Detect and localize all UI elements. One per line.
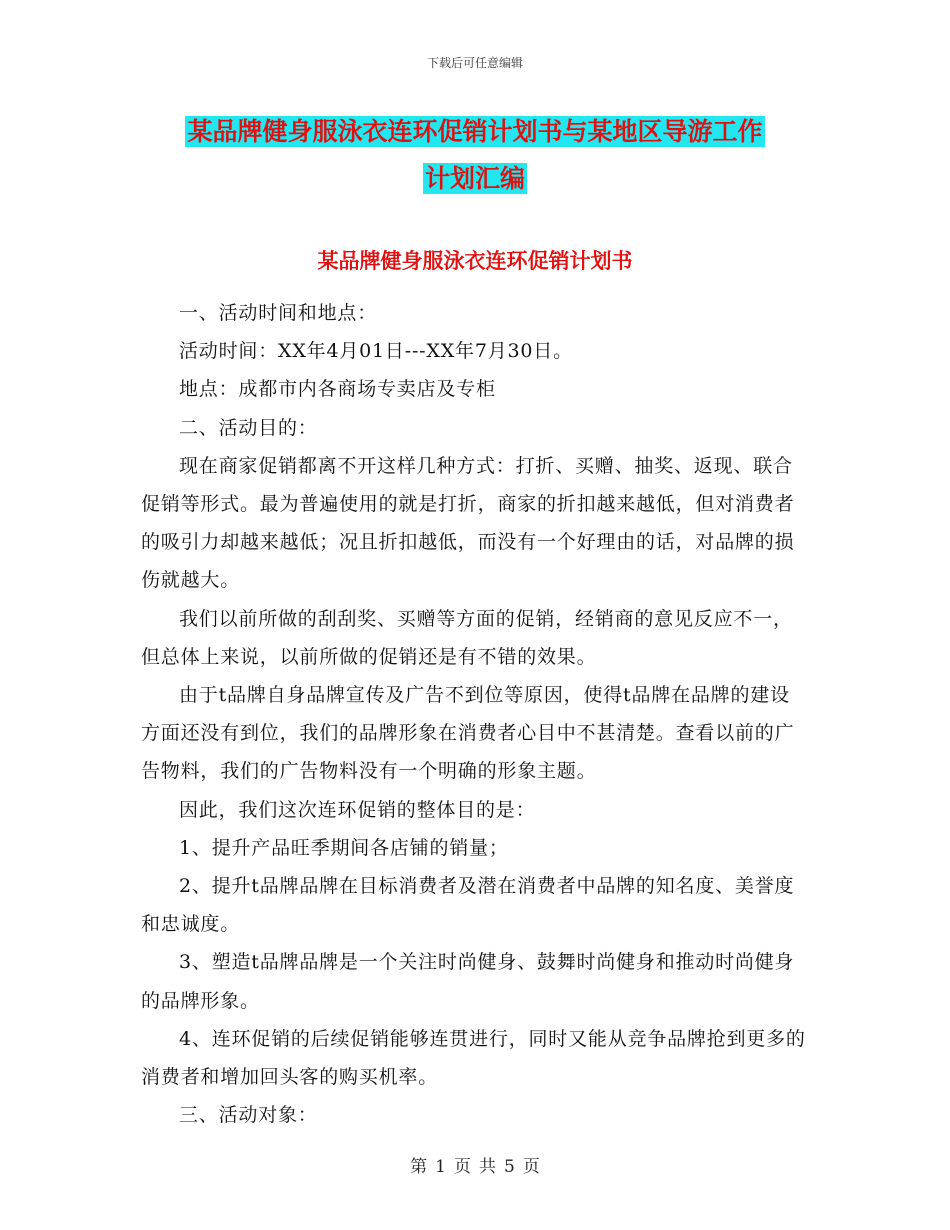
paragraph: 活动时间：XX年4月01日---XX年7月30日。 bbox=[179, 340, 573, 363]
page-label-prefix: 第 bbox=[410, 1157, 428, 1177]
paragraph: 3、塑造t品牌品牌是一个关注时尚健身、鼓舞时尚健身和推动时尚健身的品牌形象。 bbox=[141, 951, 795, 1012]
page-number: 1 bbox=[435, 1157, 446, 1177]
paragraph: 现在商家促销都离不开这样几种方式：打折、买赠、抽奖、返现、联合促销等形式。最为普遍使用的就是打折，商家的折扣越来越低，但对消费者的吸引力却越来越低；况且折扣越低，而没有一个好理由的话，对品牌的损伤就越大。 bbox=[141, 454, 795, 592]
paragraph: 我们以前所做的刮刮奖、买赠等方面的促销，经销商的意见反应不一，但总体上来说，以前所做的促销还是有不错的效果。 bbox=[141, 607, 793, 668]
paragraph: 三、活动对象： bbox=[179, 1104, 318, 1127]
page-footer bbox=[0, 1152, 950, 1177]
page-label-mid: 页 bbox=[454, 1157, 471, 1177]
title-line-2: 计划汇编 bbox=[424, 164, 525, 193]
paragraph: 1、提升产品旺季期间各店铺的销量； bbox=[179, 836, 509, 859]
title-line-1: 某品牌健身服泳衣连环促销计划书与某地区导游工作 bbox=[187, 117, 763, 146]
total-pages: 5 bbox=[504, 1157, 515, 1177]
page-header-note: 下载后可任意编辑 bbox=[426, 56, 523, 70]
total-label-prefix: 共 bbox=[479, 1157, 496, 1177]
paragraph: 因此，我们这次连环促销的整体目的是： bbox=[179, 798, 536, 821]
paragraph: 二、活动目的： bbox=[179, 416, 318, 439]
paragraph: 地点：成都市内各商场专卖店及专柜 bbox=[179, 378, 496, 401]
document-body bbox=[141, 294, 809, 1134]
paragraph: 4、连环促销的后续促销能够连贯进行，同时又能从竞争品牌抢到更多的消费者和增加回头客的购买机率。 bbox=[141, 1027, 806, 1089]
paragraph: 一、活动时间和地点： bbox=[179, 302, 378, 324]
total-label-suffix: 页 bbox=[522, 1157, 540, 1177]
paragraph: 2、提升t品牌品牌在目标消费者及潜在消费者中品牌的知名度、美誉度和忠诚度。 bbox=[141, 875, 795, 936]
document-title bbox=[140, 108, 810, 202]
paragraph: 由于t品牌自身品牌宣传及广告不到位等原因，使得t品牌在品牌的建设方面还没有到位，我们的品牌形象在消费者心目中不甚清楚。查看以前的广告物料，我们的广告物料没有一个明确的形象主题。 bbox=[141, 684, 795, 783]
section-title: 某品牌健身服泳衣连环促销计划书 bbox=[317, 248, 633, 273]
